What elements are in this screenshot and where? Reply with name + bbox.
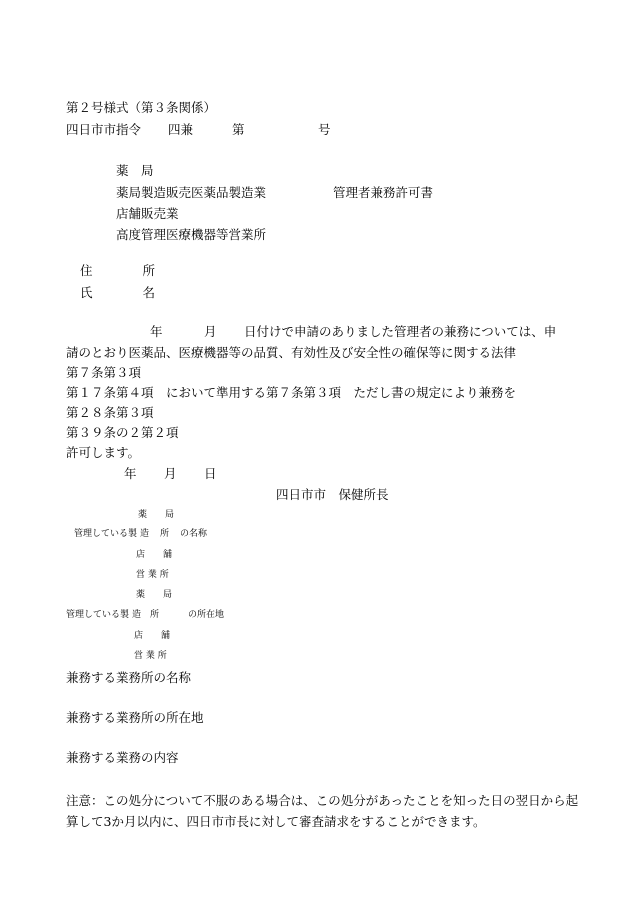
managed-location-suffix: の所在地 xyxy=(188,610,225,620)
article-39-2-2: 第３９条の２第２項 xyxy=(66,425,179,440)
concurrent-office-name-label: 兼務する業務所の名称 xyxy=(66,670,192,685)
article-7-3: 第７条第３項 xyxy=(66,365,142,380)
managed-name-eigyo: 営 業 所 xyxy=(136,570,169,580)
body-year: 年 xyxy=(150,324,163,339)
doc-number-dai: 第 xyxy=(232,122,245,137)
doc-number-prefix: 四日市市指令 xyxy=(66,122,142,137)
body-month: 月 xyxy=(204,324,217,339)
address-label: 住 所 xyxy=(80,263,156,278)
body-line1: 日付けで申請のありました管理者の兼務については、申 xyxy=(244,324,557,339)
form-reference: 第２号様式（第３条関係） xyxy=(66,100,217,115)
business-type-manufacturer: 薬局製造販売医薬品製造業 xyxy=(116,185,267,200)
date-day: 日 xyxy=(204,466,217,481)
business-type-store: 店舗販売業 xyxy=(116,206,179,221)
issuer: 四日市市 保健所長 xyxy=(276,487,389,502)
managed-location-kyoku: 薬 局 xyxy=(136,590,173,600)
concurrent-office-location-label: 兼務する業務所の所在地 xyxy=(66,710,204,725)
managed-name-tenpo: 店 舗 xyxy=(136,550,173,560)
article-17-4: 第１７条第４項 において準用する第７条第３項 ただし書の規定により兼務を xyxy=(66,385,517,400)
concurrent-duty-content-label: 兼務する業務の内容 xyxy=(66,750,179,765)
managed-location-tenpo: 店 舗 xyxy=(134,631,171,641)
notice-line2: 算して3か月以内に、四日市市長に対して審査請求をすることができます。 xyxy=(66,814,486,829)
doc-number-middle: 四兼 xyxy=(168,122,194,137)
managed-location-eigyo: 営 業 所 xyxy=(134,651,167,661)
name-label: 氏 名 xyxy=(80,285,156,300)
body-closing: 許可します。 xyxy=(66,445,141,460)
notice-line1: 注意：この処分について不服のある場合は、この処分があったことを知った日の翌日から起 xyxy=(66,793,579,808)
managed-name-sho: 所 xyxy=(160,529,170,539)
managed-name-kyoku: 薬 局 xyxy=(138,510,175,520)
date-year: 年 xyxy=(124,466,137,481)
managed-location-sho: 所 xyxy=(150,610,160,620)
body-line2: 請のとおり医薬品、医療機器等の品質、有効性及び安全性の確保等に関する法律 xyxy=(66,345,517,360)
permit-title: 管理者兼務許可書 xyxy=(333,185,434,200)
date-month: 月 xyxy=(164,466,177,481)
article-28-3: 第２８条第３項 xyxy=(66,405,154,420)
business-type-pharmacy: 薬 局 xyxy=(116,163,154,178)
managed-location-prefix: 管理している製 xyxy=(66,610,130,620)
managed-name-seizo: 造 xyxy=(140,529,150,539)
managed-name-prefix: 管理している製 xyxy=(74,529,138,539)
managed-location-seizo: 造 xyxy=(132,610,142,620)
business-type-device-office: 高度管理医療機器等営業所 xyxy=(116,227,267,242)
managed-name-suffix: の名称 xyxy=(180,529,208,539)
doc-number-go: 号 xyxy=(318,122,331,137)
